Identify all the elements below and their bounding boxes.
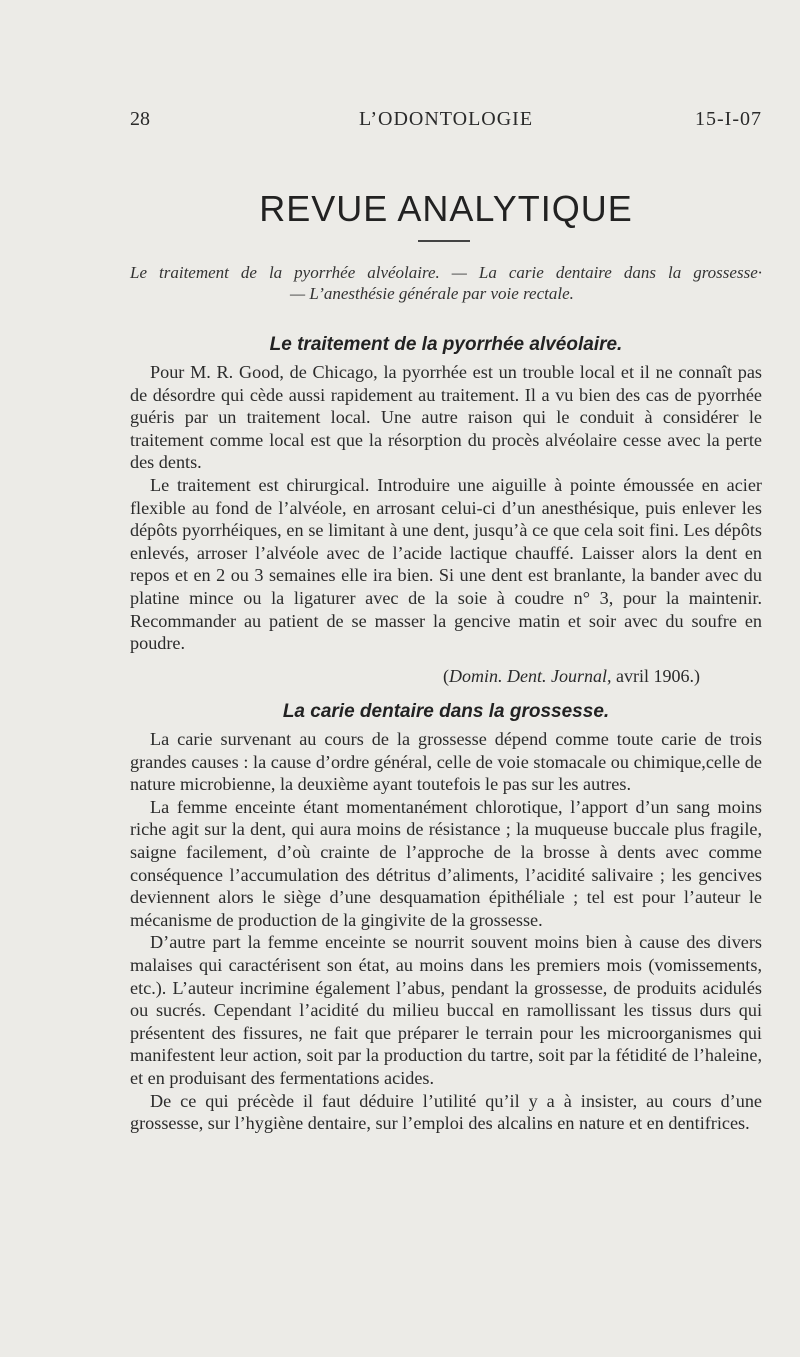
section-body: [130, 361, 762, 655]
summary-line: Le traitement de la pyorrhée alvéolaire. — La carie dentaire dans la grossesse·: [130, 263, 762, 282]
paragraph: La carie survenant au cours de la grossesse dépend comme toute carie de trois grandes causes : la cause d’ordre général, celle de voie stomacale ou chimique,celle de nature microbienne, la deuxième ayant toutefois le pas sur les autres.: [130, 729, 762, 795]
journal-name: L’ODONTOLOGIE: [358, 108, 534, 130]
section-heading: La carie dentaire dans la grossesse.: [282, 701, 610, 722]
citation-source: Domin. Dent. Journal,: [449, 666, 612, 686]
page-number: 28: [130, 108, 150, 130]
paragraph: De ce qui précède il faut déduire l’utilité qu’il y a à insister, au cours d’une grossesse, sur l’hygiène dentaire, sur l’emploi des alcalins en nature et en dentifrices.: [130, 1090, 762, 1134]
title-divider: [418, 240, 470, 242]
paragraph: Pour M. R. Good, de Chicago, la pyorrhée est un trouble local et il ne connaît pas de désordre qui cède aussi rapidement au traitement. Il a vu bien des cas de pyorrhée guéris par un traitement local. Une autre raison qui le conduit à considérer le traitement comme local est que la résorption du procès alvéolaire cesse avec la perte des dents.: [130, 362, 762, 473]
section-body: [130, 728, 762, 1135]
contents-summary: [130, 262, 762, 304]
citation-date: avril 1906.: [616, 666, 694, 686]
paragraph: La femme enceinte étant momentanément chlorotique, l’apport d’un sang moins riche agit sur la dent, qui aura moins de résistance ; la muqueuse buccale plus fragile, saigne facilement, d’où crainte de l’approche de la brosse à dents avec comme conséquence l’accumulation des détritus d’aliments, l’acidité salivaire ; les gencives deviennent alors le siège d’une desquamation épithéliale ; tel est pour l’auteur le mécanisme de production de la gingivite de la grossesse.: [130, 796, 762, 930]
paragraph: Le traitement est chirurgical. Introduire une aiguille à pointe émoussée en acier flexible au fond de l’alvéole, en arrosant celui-ci d’un anesthésique, puis enlever les dépôts pyorrhéiques, en se limitant à une dent, jusqu’à ce que cela soit fini. Les dépôts enlevés, arroser l’alvéole avec de l’acide lactique chauffé. Laisser alors la dent en repos et en 2 ou 3 semaines elle ira bien. Si une dent est branlante, la bander avec du platine mince ou la ligaturer avec de la soie à coudre n° 3, pour la maintenir. Recommander au patient de se masser la gencive matin et soir avec du soufre en poudre.: [130, 474, 762, 654]
page-title: REVUE ANALYTIQUE: [259, 188, 633, 229]
issue-date: 15-I-07: [695, 108, 762, 130]
running-header: [130, 108, 762, 138]
section-heading: Le traitement de la pyorrhée alvéolaire.: [269, 334, 623, 355]
summary-line: — L’anesthésie générale par voie rectale.: [290, 284, 574, 303]
citation: (Domin. Dent. Journal, avril 1906.): [443, 666, 700, 686]
paragraph: D’autre part la femme enceinte se nourrit souvent moins bien à cause des divers malaises qui caractérisent son état, au moins dans les premiers mois (vomissements, etc.). L’auteur incrimine également l’abus, pendant la grossesse, de produits acidulés ou sucrés. Cependant l’acidité du milieu buccal en ramollissant les tissus durs qui présentent des fissures, ne fait que préparer le terrain pour les microorganismes qui manifestent leur action, soit par la production du tartre, soit par la fétidité de l’haleine, et en produisant des fermentations acides.: [130, 932, 762, 1088]
